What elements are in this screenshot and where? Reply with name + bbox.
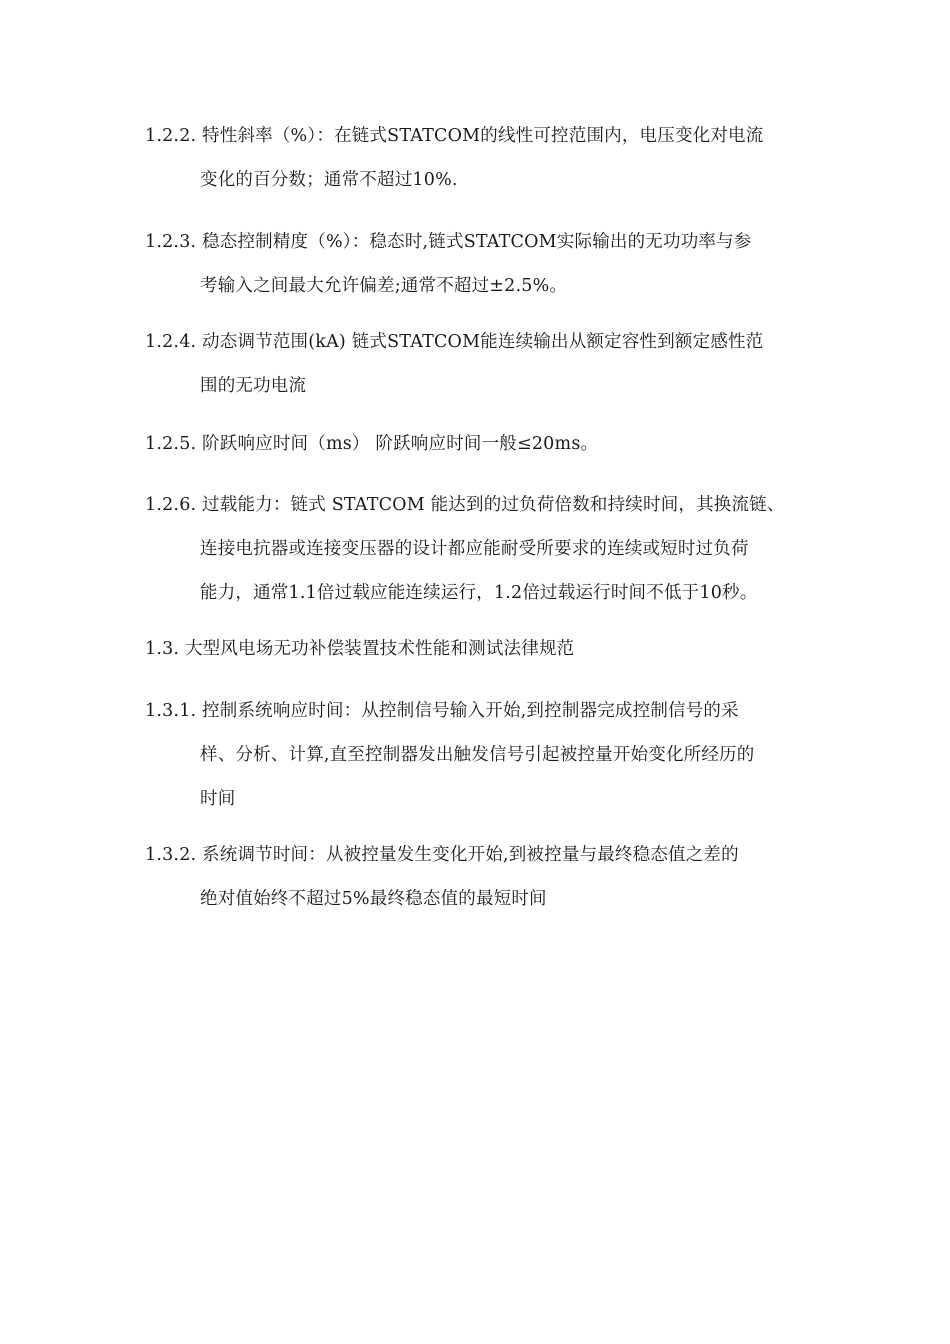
paragraph-1-3-2-system-settling-time (145, 833, 815, 921)
section-heading-1-3 (145, 627, 815, 671)
paragraph-line: 考输入之间最大允许偏差;通常不超过±2.5%。 (200, 276, 568, 296)
paragraph-line: 1.3.2. 系统调节时间：从被控量发生变化开始,到被控量与最终稳态值之差的 (145, 845, 739, 865)
paragraph-line: 1.2.6. 过载能力：链式 STATCOM 能达到的过负荷倍数和持续时间，其换流链、 (145, 495, 785, 515)
paragraph-1-2-6-overload-capability (145, 483, 815, 615)
paragraph-line: 1.2.2. 特性斜率（%）：在链式STATCOM的线性可控范围内，电压变化对电流 (145, 126, 764, 146)
paragraph-line: 绝对值始终不超过5%最终稳态值的最短时间 (200, 889, 547, 909)
paragraph-line: 1.3.1. 控制系统响应时间：从控制信号输入开始,到控制器完成控制信号的采 (145, 701, 739, 721)
paragraph-line: 连接电抗器或连接变压器的设计都应能耐受所要求的连续或短时过负荷 (200, 539, 749, 559)
paragraph-line: 样、分析、计算,直至控制器发出触发信号引起被控量开始变化所经历的 (200, 745, 755, 765)
paragraph-line: 围的无功电流 (200, 376, 307, 396)
paragraph-1-3-1-control-response-time (145, 689, 815, 821)
paragraph-line: 能力，通常1.1倍过载应能连续运行，1.2倍过载运行时间不低于10秒。 (200, 583, 758, 603)
paragraph-line: 1.2.3. 稳态控制精度（%）：稳态时,链式STATCOM实际输出的无功功率与参 (145, 232, 752, 252)
paragraph-1-2-3-steady-state-accuracy (145, 220, 815, 308)
section-heading: 1.3. 大型风电场无功补偿装置技术性能和测试法律规范 (145, 639, 575, 659)
paragraph-1-2-5-step-response-time (145, 422, 815, 466)
paragraph-line: 1.2.4. 动态调节范围(kA) 链式STATCOM能连续输出从额定容性到额定感性范 (145, 332, 764, 352)
paragraph-1-2-4-dynamic-range (145, 320, 815, 408)
paragraph-1-2-2-characteristic-slope (145, 114, 815, 202)
paragraph-line: 变化的百分数；通常不超过10%. (200, 170, 458, 190)
paragraph-line: 时间 (200, 789, 236, 809)
paragraph-line: 1.2.5. 阶跃响应时间（ms） 阶跃响应时间一般≤20ms。 (145, 434, 599, 454)
